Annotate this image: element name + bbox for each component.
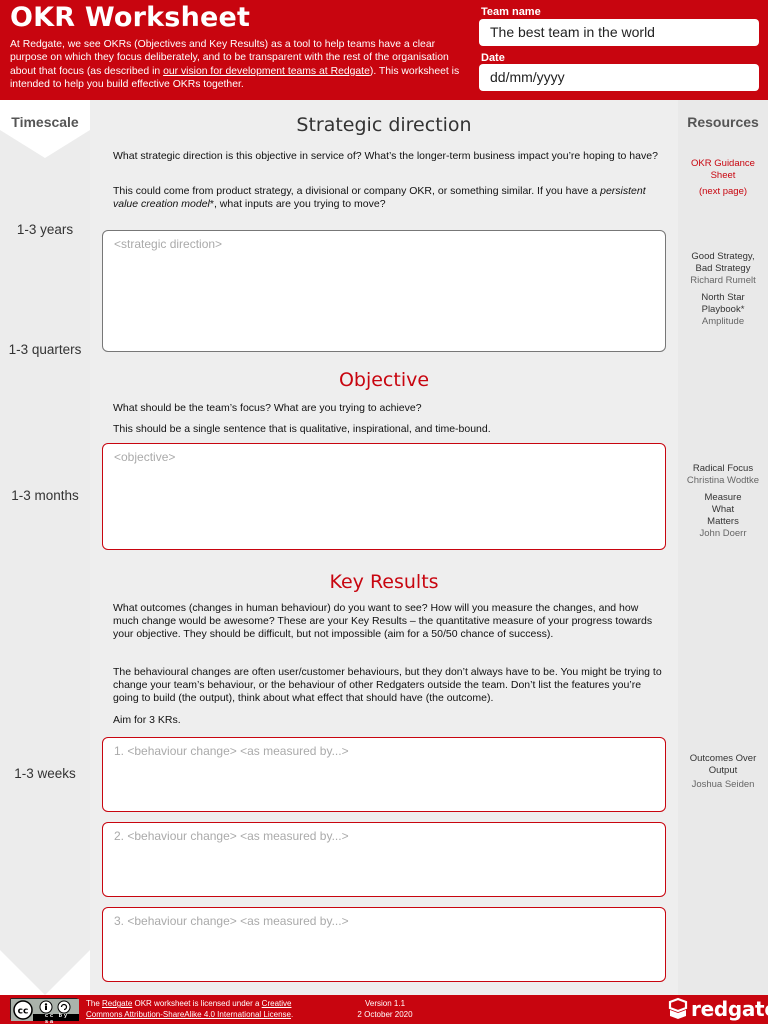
resource-title[interactable]: Radical Focus [692, 463, 754, 474]
hint-part: *, what inputs are you trying to move? [209, 198, 386, 210]
strategic-direction-title: Strategic direction [296, 114, 472, 136]
version-number: Version 1.1 [364, 999, 406, 1008]
resources-heading: Resources [687, 114, 759, 130]
resource-item[interactable] [683, 753, 763, 791]
input-placeholder: 2. <behaviour change> <as measured by...> [114, 829, 349, 843]
resource-item[interactable] [683, 292, 763, 328]
objective-title: Objective [338, 369, 430, 391]
date-field[interactable]: dd/mm/yyyy [479, 64, 759, 91]
input-placeholder: 1. <behaviour change> <as measured by...> [114, 744, 349, 758]
resource-title[interactable]: Good Strategy, Bad Strategy [691, 251, 755, 274]
svg-text:cc: cc [17, 1006, 29, 1017]
strategic-question: What strategic direction is this objective in service of? What’s the longer-term business impact you’re hoping to have? [113, 150, 658, 162]
timescale-heading: Timescale [11, 114, 79, 130]
redgate-logo [669, 996, 778, 1022]
resource-item[interactable] [683, 251, 763, 287]
timescale-label: 1-3 years [16, 222, 74, 237]
resources-column [678, 100, 768, 995]
version-info [340, 998, 430, 1020]
vision-link[interactable]: our vision for development teams at Redgate [163, 65, 370, 77]
input-placeholder: 3. <behaviour change> <as measured by...> [114, 914, 349, 928]
cc-license-badge[interactable] [10, 998, 78, 1025]
license-part: The [86, 999, 103, 1008]
resource-author: Richard Rumelt [690, 275, 756, 286]
resource-title[interactable]: Outcomes Over Output [689, 753, 757, 776]
footer [0, 995, 778, 1025]
license-link[interactable]: Creative Commons Attribution-ShareAlike 4.0 International License [86, 999, 292, 1019]
objective-question: What should be the team’s focus? What are you trying to achieve? [113, 402, 422, 414]
resource-item[interactable] [683, 463, 763, 487]
key-result-3-input[interactable] [102, 907, 666, 982]
key-result-2-input[interactable] [102, 822, 666, 897]
redgate-logo-icon [669, 999, 687, 1019]
resource-title[interactable]: Measure What Matters [704, 492, 742, 527]
resource-title[interactable]: North Star Playbook* [701, 292, 745, 315]
key-result-1-input[interactable] [102, 737, 666, 812]
intro-part: ). This worksheet is intended to help you build effective OKRs together. [10, 65, 460, 91]
resource-author: John Doerr [699, 528, 747, 539]
resource-author: Joshua Seiden [691, 779, 755, 790]
license-part: OKR worksheet is licensed under a [132, 999, 262, 1008]
objective-input[interactable] [102, 443, 666, 550]
hint-emphasis: persistent value creation model [113, 185, 646, 210]
timescale-arrow-icon [0, 130, 90, 995]
resource-author: Amplitude [701, 316, 745, 327]
intro-text [10, 38, 465, 92]
redgate-wordmark: redgate [691, 997, 778, 1021]
strategic-hint [113, 185, 663, 211]
timescale-label: 1-3 quarters [8, 342, 82, 357]
team-name-field[interactable]: The best team in the world [479, 19, 759, 46]
date-label: Date [481, 52, 505, 64]
intro-part: At Redgate, we see OKRs (Objectives and Key Results) as a tool to help teams have a clear purpose on which they focus deliberately, and to be transparent with the rest of the organisation about that focus (as described in [10, 39, 449, 77]
input-placeholder: <objective> [114, 450, 176, 464]
timescale-label: 1-3 weeks [14, 766, 76, 781]
license-text [86, 998, 326, 1020]
resource-note: (next page) [698, 186, 748, 197]
input-placeholder: <strategic direction> [114, 237, 223, 251]
license-part: . [291, 1010, 294, 1019]
resource-guidance[interactable] [683, 158, 763, 198]
page-title: OKR Worksheet [10, 2, 251, 33]
key-results-hint: The behavioural changes are often user/customer behaviours, but they don’t always have to be. You might be trying to change your team’s behaviour, or the behaviour of other Redgaters outside the team. Don’t list the features you’re going to build (the output), think about what effect that should have (the outcome). [113, 666, 662, 704]
redgate-link[interactable]: Redgate [102, 999, 133, 1008]
version-date: 2 October 2020 [357, 1010, 413, 1019]
cc-badge-text: cc by sa [45, 1013, 70, 1025]
timescale-label: 1-3 months [11, 488, 79, 503]
hint-part: This could come from product strategy, a divisional or company OKR, or something similar. If you have a [113, 185, 601, 197]
key-results-aim: Aim for 3 KRs. [113, 714, 181, 726]
objective-hint: This should be a single sentence that is qualitative, inspirational, and time-bound. [113, 423, 491, 435]
header [0, 0, 768, 100]
key-results-title: Key Results [329, 571, 439, 593]
strategic-direction-input[interactable] [102, 230, 666, 352]
team-name-label: Team name [481, 6, 541, 18]
key-results-question: What outcomes (changes in human behaviour) do you want to see? How will you measure the changes, and how much change would be awesome? These are your Key Results – the quantitative measure of your progress towards your objective. They should be difficult, but not impossible (aim for a 50/50 chance of success). [113, 602, 653, 640]
resource-title[interactable]: OKR Guidance Sheet [691, 158, 755, 181]
resource-item[interactable] [683, 492, 763, 540]
resource-author: Christina Wodtke [686, 475, 760, 486]
